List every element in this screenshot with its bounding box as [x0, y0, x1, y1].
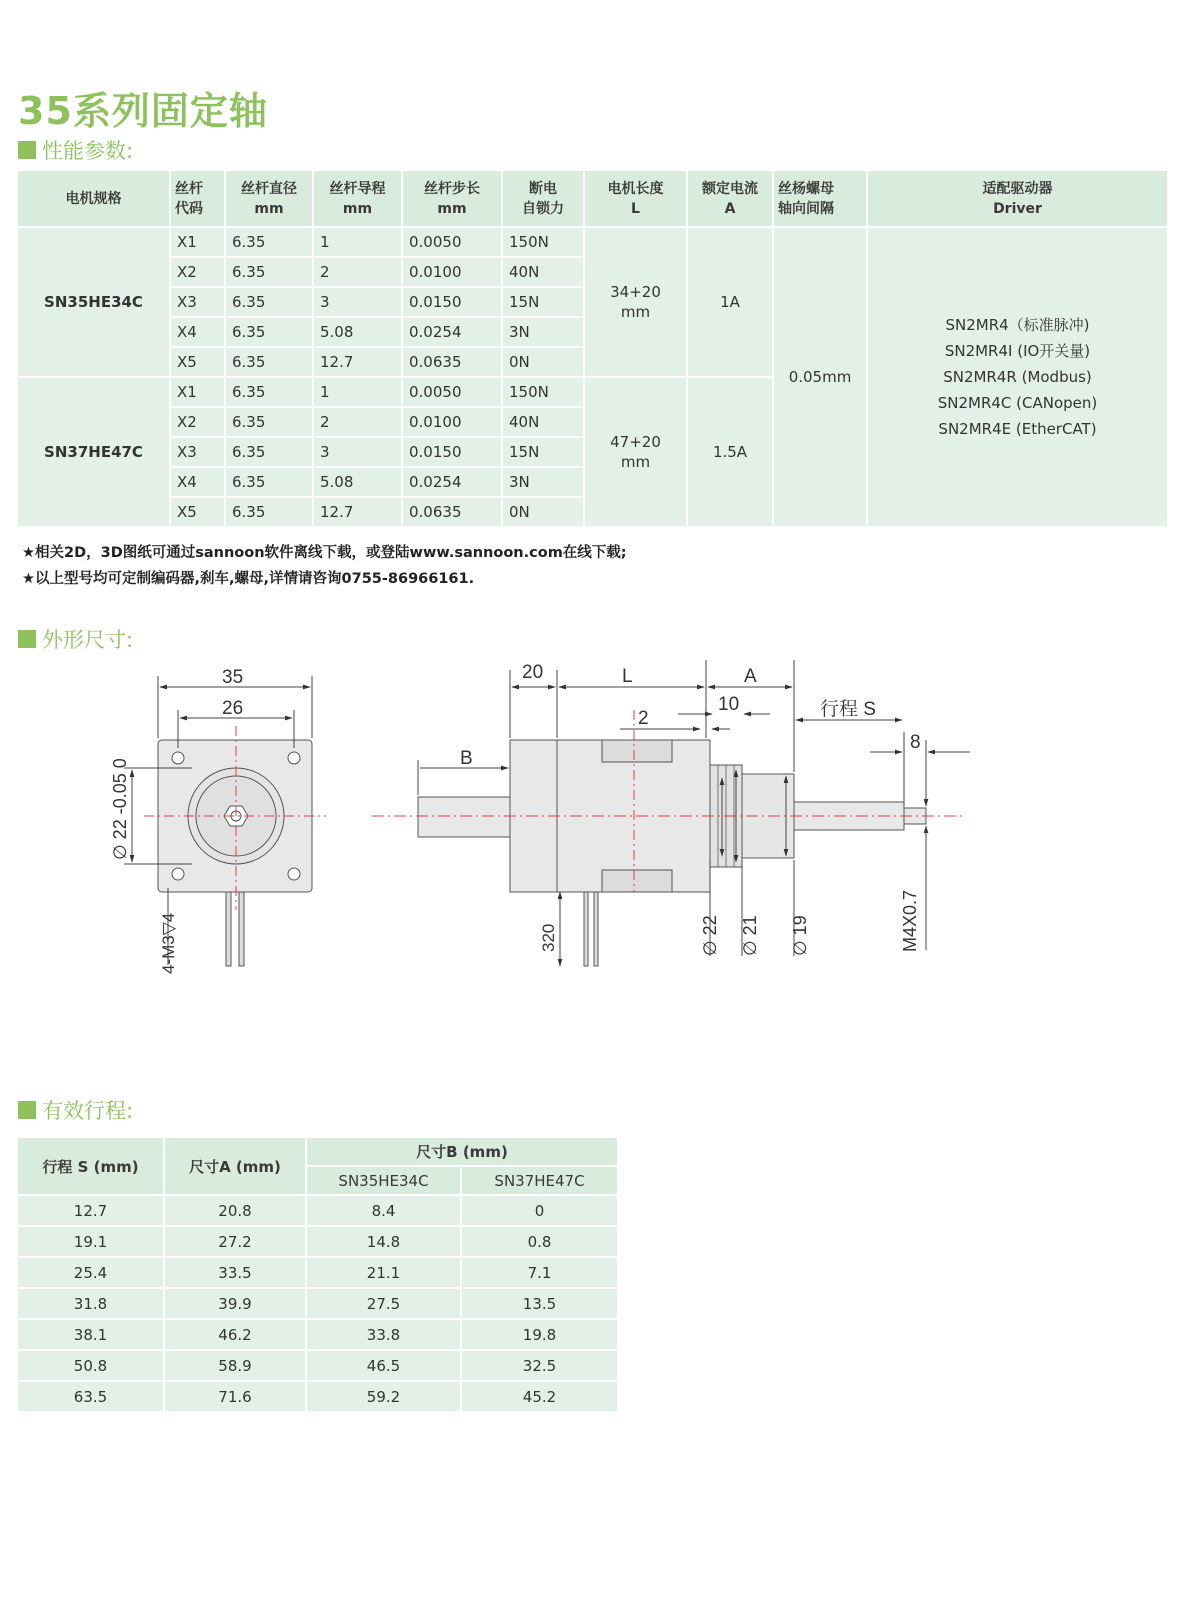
code-cell: X5 — [170, 347, 225, 377]
dimB35-cell: 27.5 — [306, 1288, 461, 1319]
step-cell: 0.0100 — [402, 257, 502, 287]
front-view — [124, 676, 326, 966]
step-cell: 0.0050 — [402, 227, 502, 257]
th-lead: 丝杆导程 mm — [313, 171, 402, 227]
dim-holes: 4-M3▽4 — [159, 912, 178, 974]
dim-20: 20 — [522, 662, 544, 683]
section-performance-label: 性能参数: — [42, 139, 134, 163]
code-cell: X5 — [170, 497, 225, 527]
th-dimA: 尺寸A (mm) — [164, 1138, 306, 1195]
dimA-cell: 39.9 — [164, 1288, 306, 1319]
table-row — [18, 1350, 618, 1381]
length-cell: 34+20 mm — [584, 227, 687, 377]
table-row — [18, 1288, 618, 1319]
dimB37-cell: 7.1 — [461, 1257, 618, 1288]
lead-cell: 12.7 — [313, 347, 402, 377]
th-lock: 断电 自锁力 — [502, 171, 584, 227]
dimB37-cell: 0.8 — [461, 1226, 618, 1257]
lock-cell: 15N — [502, 437, 584, 467]
lock-cell: 40N — [502, 257, 584, 287]
dimB37-cell: 45.2 — [461, 1381, 618, 1412]
dimension-drawing — [0, 660, 1191, 1000]
dimB35-cell: 46.5 — [306, 1350, 461, 1381]
lock-cell: 3N — [502, 317, 584, 347]
lock-cell: 150N — [502, 377, 584, 407]
lead-cell: 3 — [313, 287, 402, 317]
backlash-cell: 0.05mm — [773, 227, 867, 527]
length-cell: 47+20 mm — [584, 377, 687, 527]
model-cell: SN35HE34C — [18, 227, 170, 377]
step-cell: 0.0050 — [402, 377, 502, 407]
dim-8: 8 — [910, 732, 921, 753]
section-stroke — [18, 1095, 133, 1125]
diameter-cell: 6.35 — [225, 347, 313, 377]
lock-cell: 0N — [502, 497, 584, 527]
dimA-cell: 46.2 — [164, 1319, 306, 1350]
dim-phi22: ∅ 22 — [700, 915, 720, 956]
dimA-cell: 27.2 — [164, 1226, 306, 1257]
lead-cell: 2 — [313, 257, 402, 287]
side-view — [372, 660, 970, 966]
dim-2: 2 — [638, 708, 649, 729]
dim-m4: M4X0.7 — [900, 889, 920, 952]
current-cell: 1A — [687, 227, 773, 377]
stroke-header-row — [18, 1138, 618, 1166]
lead-cell: 12.7 — [313, 497, 402, 527]
dim-35: 35 — [222, 667, 244, 688]
section-performance — [18, 135, 133, 165]
note-custom: ★以上型号均可定制编码器,刹车,螺母,详情请咨询0755-86966161. — [22, 571, 475, 587]
dimB35-cell: 14.8 — [306, 1226, 461, 1257]
lock-cell: 15N — [502, 287, 584, 317]
dimA-cell: 20.8 — [164, 1195, 306, 1226]
th-code: 丝杆 代码 — [170, 171, 225, 227]
lock-cell: 3N — [502, 467, 584, 497]
dimB35-cell: 21.1 — [306, 1257, 461, 1288]
section-stroke-label: 有效行程: — [42, 1099, 134, 1123]
dim-phi19: ∅ 19 — [790, 915, 810, 956]
model-cell: SN37HE47C — [18, 377, 170, 527]
lead-cell: 1 — [313, 227, 402, 257]
diameter-cell: 6.35 — [225, 497, 313, 527]
diameter-cell: 6.35 — [225, 467, 313, 497]
th-sn37: SN37HE47C — [461, 1166, 618, 1195]
lead-cell: 5.08 — [313, 467, 402, 497]
table-row — [18, 227, 1168, 257]
th-diameter: 丝杆直径 mm — [225, 171, 313, 227]
lead-cell: 2 — [313, 407, 402, 437]
table-row — [18, 1226, 618, 1257]
diameter-cell: 6.35 — [225, 287, 313, 317]
dimB37-cell: 19.8 — [461, 1319, 618, 1350]
lock-cell: 0N — [502, 347, 584, 377]
dimA-cell: 33.5 — [164, 1257, 306, 1288]
code-cell: X3 — [170, 437, 225, 467]
dim-phi21: ∅ 21 — [740, 915, 760, 956]
stroke-table — [18, 1138, 619, 1413]
section-marker — [18, 141, 36, 159]
stroke-cell: 63.5 — [18, 1381, 164, 1412]
step-cell: 0.0150 — [402, 287, 502, 317]
stroke-cell: 12.7 — [18, 1195, 164, 1226]
step-cell: 0.0635 — [402, 347, 502, 377]
driver-item: SN2MR4I (IO开关量) — [944, 342, 1091, 360]
th-current: 额定电流 A — [687, 171, 773, 227]
lock-cell: 150N — [502, 227, 584, 257]
section-dimensions-label: 外形尺寸: — [42, 628, 134, 652]
code-cell: X1 — [170, 227, 225, 257]
dimA-cell: 58.9 — [164, 1350, 306, 1381]
step-cell: 0.0254 — [402, 317, 502, 347]
driver-item: SN2MR4C (CANopen) — [937, 394, 1098, 412]
spec-header-row — [18, 171, 1168, 227]
th-backlash: 丝杨螺母 轴向间隔 — [773, 171, 867, 227]
dimB37-cell: 0 — [461, 1195, 618, 1226]
dim-dia22: ∅ 22 -0.05 0 — [110, 758, 130, 860]
dim-A: A — [744, 666, 757, 687]
th-step: 丝杆步长 mm — [402, 171, 502, 227]
step-cell: 0.0150 — [402, 437, 502, 467]
stroke-cell: 25.4 — [18, 1257, 164, 1288]
dimB37-cell: 13.5 — [461, 1288, 618, 1319]
code-cell: X2 — [170, 407, 225, 437]
driver-list-cell — [867, 227, 1168, 527]
table-row — [18, 1381, 618, 1412]
step-cell: 0.0100 — [402, 407, 502, 437]
table-row — [18, 1319, 618, 1350]
page-title: 35系列固定轴 — [18, 89, 268, 133]
dimB35-cell: 33.8 — [306, 1319, 461, 1350]
driver-item: SN2MR4R (Modbus) — [943, 368, 1092, 386]
dim-10: 10 — [718, 694, 740, 715]
code-cell: X2 — [170, 257, 225, 287]
lock-cell: 40N — [502, 407, 584, 437]
code-cell: X1 — [170, 377, 225, 407]
lead-cell: 3 — [313, 437, 402, 467]
dim-stroke: 行程 S — [820, 699, 876, 720]
driver-item: SN2MR4（标准脉冲) — [945, 316, 1090, 334]
stroke-cell: 38.1 — [18, 1319, 164, 1350]
lead-cell: 5.08 — [313, 317, 402, 347]
code-cell: X4 — [170, 317, 225, 347]
driver-item: SN2MR4E (EtherCAT) — [938, 420, 1097, 438]
dim-320: 320 — [539, 923, 558, 952]
note-download: ★相关2D，3D图纸可通过sannoon软件离线下载，或登陆www.sannoon.com在线下载; — [22, 545, 627, 561]
diameter-cell: 6.35 — [225, 227, 313, 257]
th-dimB: 尺寸B (mm) — [306, 1138, 618, 1166]
th-driver: 适配驱动器 Driver — [867, 171, 1168, 227]
section-dimensions — [18, 624, 133, 654]
th-model: 电机规格 — [18, 171, 170, 227]
dimB37-cell: 32.5 — [461, 1350, 618, 1381]
table-row — [18, 1195, 618, 1226]
stroke-cell: 50.8 — [18, 1350, 164, 1381]
dim-26: 26 — [222, 698, 244, 719]
diameter-cell: 6.35 — [225, 437, 313, 467]
step-cell: 0.0254 — [402, 467, 502, 497]
th-length: 电机长度 L — [584, 171, 687, 227]
dim-L: L — [622, 666, 633, 687]
dimB35-cell: 59.2 — [306, 1381, 461, 1412]
step-cell: 0.0635 — [402, 497, 502, 527]
table-row — [18, 1257, 618, 1288]
code-cell: X4 — [170, 467, 225, 497]
diameter-cell: 6.35 — [225, 377, 313, 407]
diameter-cell: 6.35 — [225, 407, 313, 437]
stroke-cell: 19.1 — [18, 1226, 164, 1257]
th-sn35: SN35HE34C — [306, 1166, 461, 1195]
current-cell: 1.5A — [687, 377, 773, 527]
lead-cell: 1 — [313, 377, 402, 407]
section-marker — [18, 630, 36, 648]
spec-table — [18, 171, 1169, 528]
diameter-cell: 6.35 — [225, 317, 313, 347]
dimB35-cell: 8.4 — [306, 1195, 461, 1226]
stroke-cell: 31.8 — [18, 1288, 164, 1319]
dimA-cell: 71.6 — [164, 1381, 306, 1412]
section-marker — [18, 1101, 36, 1119]
th-stroke: 行程 S (mm) — [18, 1138, 164, 1195]
diameter-cell: 6.35 — [225, 257, 313, 287]
code-cell: X3 — [170, 287, 225, 317]
dim-B: B — [460, 748, 473, 769]
